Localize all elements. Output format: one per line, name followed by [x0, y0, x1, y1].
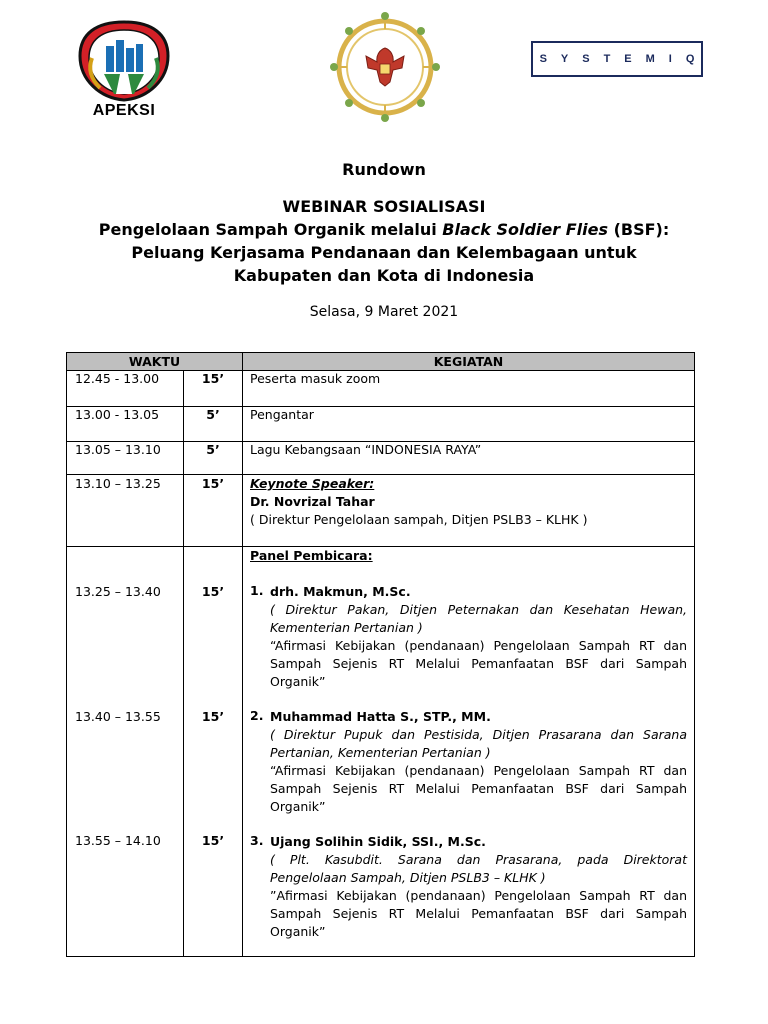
- keynote-role: ( Direktur Pengelolaan sampah, Ditjen PSLB3 – KLHK ): [250, 512, 588, 527]
- keynote-row: [67, 475, 695, 547]
- speaker-role: ( Direktur Pupuk dan Pestisida, Ditjen Prasarana dan Sarana Pertanian, Kementerian Pertanian ): [270, 727, 687, 760]
- row-time: 13.05 – 13.10: [67, 442, 184, 475]
- apeksi-logo: [74, 18, 174, 122]
- speaker-role: ( Direktur Pakan, Ditjen Peternakan dan Kesehatan Hewan, Kementerian Pertanian ): [270, 602, 687, 635]
- row-duration: 15’: [184, 475, 243, 547]
- panel-durations: [184, 547, 243, 957]
- row-activity: Lagu Kebangsaan “INDONESIA RAYA”: [243, 442, 695, 475]
- table-row: [67, 442, 695, 475]
- speaker-1-time: 13.25 – 13.40: [75, 584, 161, 599]
- title-line-1: WEBINAR SOSIALISASI: [282, 197, 486, 216]
- garuda-emblem-icon: [324, 8, 446, 126]
- title-line-2: Pengelolaan Sampah Organik melalui Black Soldier Flies (BSF):: [98, 220, 670, 239]
- speaker-name: Ujang Solihin Sidik, SSI., M.Sc.: [270, 834, 486, 849]
- event-date: Selasa, 9 Maret 2021: [309, 304, 459, 320]
- panel-row: [67, 547, 695, 957]
- keynote-label: Keynote Speaker:: [250, 476, 375, 491]
- speaker-3: 3. Ujang Solihin Sidik, SSI., M.Sc. ( Plt. Kasubdit. Sarana dan Prasarana, pada Direktorat Pengelolaan Sampah, Ditjen PSLB3 – KLHK ) ”Afirmasi Kebijakan (pendanaan) Pengelolaan Sampah RT dan Sampah Sejenis RT Melalui Pemanfaatan BSF dari Sampah Organik”: [250, 833, 687, 939]
- title-line-4: Kabupaten dan Kota di Indonesia: [233, 266, 535, 285]
- speaker-2-duration: 15’: [201, 709, 225, 724]
- webinar-title: [0, 195, 768, 287]
- speaker-3-time: 13.55 – 14.10: [75, 833, 161, 848]
- row-activity: [243, 475, 695, 547]
- speaker-role: ( Plt. Kasubdit. Sarana dan Prasarana, pada Direktorat Pengelolaan Sampah, Ditjen PSLB3 – KLHK ): [270, 852, 687, 885]
- row-duration: 15’: [184, 371, 243, 407]
- table-header: [67, 353, 695, 371]
- title-line-3: Peluang Kerjasama Pendanaan dan Kelembagaan untuk: [131, 243, 637, 262]
- speaker-2: 2. Muhammad Hatta S., STP., MM. ( Direktur Pupuk dan Pestisida, Ditjen Prasarana dan Sarana Pertanian, Kementerian Pertanian ) “Afirmasi Kebijakan (pendanaan) Pengelolaan Sampah RT dan Sampah Sejenis RT Melalui Pemanfaatan BSF dari Sampah Organik”: [250, 708, 687, 814]
- row-time: 12.45 - 13.00: [67, 371, 184, 407]
- row-time: 13.10 – 13.25: [67, 475, 184, 547]
- panel-label: Panel Pembicara:: [250, 548, 373, 563]
- apeksi-emblem-icon: [74, 18, 174, 102]
- panel-activity: [243, 547, 695, 957]
- header-time: WAKTU: [67, 353, 243, 371]
- keynote-name: Dr. Novrizal Tahar: [250, 494, 375, 509]
- speaker-1-duration: 15’: [201, 584, 225, 599]
- header-activity: KEGIATAN: [243, 353, 695, 371]
- table-row: [67, 371, 695, 407]
- speaker-topic: “Afirmasi Kebijakan (pendanaan) Pengelolaan Sampah RT dan Sampah Sejenis RT Melalui Pemanfaatan BSF dari Sampah Organik”: [270, 763, 687, 814]
- apeksi-wordmark: APEKSI: [92, 102, 156, 119]
- rundown-table: [66, 352, 695, 957]
- speaker-topic: “Afirmasi Kebijakan (pendanaan) Pengelolaan Sampah RT dan Sampah Sejenis RT Melalui Pemanfaatan BSF dari Sampah Organik”: [270, 638, 687, 689]
- row-duration: 5’: [184, 407, 243, 442]
- speaker-1: 1. drh. Makmun, M.Sc. ( Direktur Pakan, Ditjen Peternakan dan Kesehatan Hewan, Kementerian Pertanian ) “Afirmasi Kebijakan (pendanaan) Pengelolaan Sampah RT dan Sampah Sejenis RT Melalui Pemanfaatan BSF dari Sampah Organik”: [250, 583, 687, 689]
- speaker-2-time: 13.40 – 13.55: [75, 709, 161, 724]
- speaker-name: Muhammad Hatta S., STP., MM.: [270, 709, 491, 724]
- table-row: [67, 407, 695, 442]
- row-activity: Pengantar: [243, 407, 695, 442]
- row-activity: Peserta masuk zoom: [243, 371, 695, 407]
- speaker-3-duration: 15’: [201, 833, 225, 848]
- row-duration: 5’: [184, 442, 243, 475]
- speaker-topic: ”Afirmasi Kebijakan (pendanaan) Pengelolaan Sampah RT dan Sampah Sejenis RT Melalui Pemanfaatan BSF dari Sampah Organik”: [270, 888, 687, 939]
- speaker-name: drh. Makmun, M.Sc.: [270, 584, 411, 599]
- systemiq-logo: SYSTEMIQ: [531, 41, 703, 77]
- row-time: 13.00 - 13.05: [67, 407, 184, 442]
- page-title: Rundown: [342, 160, 426, 179]
- panel-times: [67, 547, 184, 957]
- garuda-seal: [324, 8, 446, 126]
